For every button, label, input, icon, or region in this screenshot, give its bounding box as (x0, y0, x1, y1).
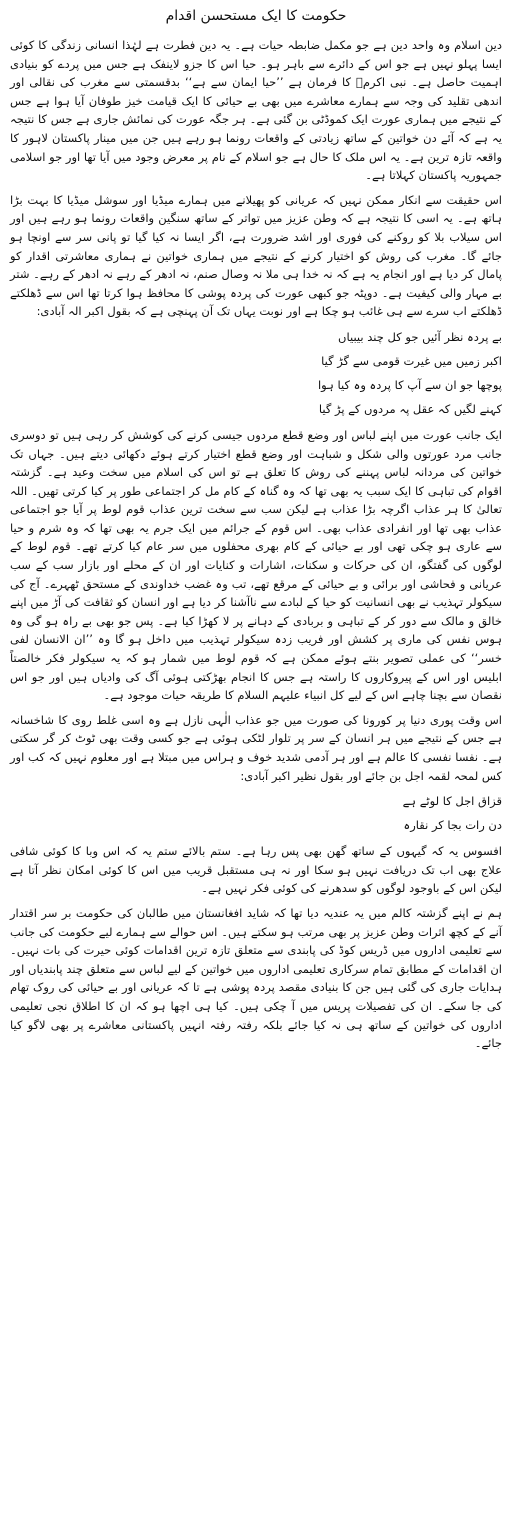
poem-verse-block (10, 791, 502, 836)
article-paragraph: افسوس یہ کہ گیہوں کے ساتھ گھن بھی پس رہا ہے۔ ستم بالائے ستم یہ کہ اس وبا کا کوئی شافی علاج بھی اب تک دریافت نہیں ہو سکا اور نہ ہی مستقبل قریب میں اس کا کوئی امکان نظر آتا ہے لیکن اس کے باوجود لوگوں کو سدھرنے کی کوئی فکر نہیں ہے۔ (10, 844, 502, 896)
article-paragraph: دین اسلام وہ واحد دین ہے جو مکمل ضابطہ حیات ہے۔ یہ دین فطرت ہے لہٰذا انسانی زندگی کا کوئی ایسا پہلو نہیں ہے جو اس کے دائرے سے باہر ہو۔ حیا اس کا جزو لاینفک ہے جس میں پردے کو بنیادی اہمیت حاصل ہے۔ نبی اکرمؐ کا فرمان ہے ’’حیا ایمان سے ہے‘‘ بدقسمتی سے مغرب کی نقالی اور اندھی تقلید کی وجہ سے ہمارے معاشرے میں بھی بے حیائی کا ایک قیامت خیز طوفان آیا ہوا ہے جس کے نتیجے میں ہماری عورت ایک کموڈٹی بن گئی ہے۔ ہر جگہ عورت کی نمائش جاری ہے جس کا نتیجہ یہ ہے کہ آئے دن خواتین کے ساتھ زیادتی کے واقعات رونما ہو رہے ہیں جن میں مینار پاکستان لاہور کا واقعہ تازہ ترین ہے۔ یہ اس ملک کا حال ہے جو اسلام کے نام پر معرض وجود میں آیا تھا اور جو اسلامی جمہوریہ پاکستان کہلاتا ہے۔ (10, 38, 502, 183)
article-paragraph: اس وقت پوری دنیا پر کورونا کی صورت میں جو عذاب الٰہی نازل ہے وہ اسی غلط روی کا شاخسانہ ہے جس کے نتیجے میں ہر انسان کے سر پر تلوار لٹکی ہوئی ہے جو کسی وقت بھی ٹوٹ کر گر سکتی ہے۔ نفسا نفسی کا عالم ہے اور ہر آدمی شدید خوف و ہراس میں مبتلا ہے اور معلوم نہیں کہ کب اور کس لمحہ لقمہ اجل بن جائے اور بقول نظیر اکبر آبادی: (10, 712, 502, 783)
poem-verse-block (10, 327, 502, 420)
poem-line: دن رات بجا کر نقارہ (403, 818, 502, 833)
poem-line: قزاق اجل کا لوٹے ہے (402, 794, 502, 809)
article-paragraph: ہم نے اپنے گزشتہ کالم میں یہ عندیہ دیا تھا کہ شاید افغانستان میں طالبان کی حکومت بر سر اقتدار آنے کے کچھ اثرات وطن عزیز پر بھی مرتب ہو سکتے ہیں۔ اس حوالے سے ہمارے لیے حکومت کی جانب سے تعلیمی اداروں میں ڈریس کوڈ کی پابندی سے متعلق تازہ ترین اقدامات کوئی حیرت کی بات نہیں۔ ان اقدامات کے مطابق تمام سرکاری تعلیمی اداروں میں خواتین کے لیے لباس سے متعلق چند پابندیاں اور ہدایات جاری کی گئی ہیں جن کا بنیادی مقصد پردہ پوشی ہے تا کہ عریانی اور بے حیائی کی روک تھام کی جا سکے۔ ان کی تفصیلات پریس میں آ چکی ہیں۔ کیا ہی اچھا ہو کہ ان کا اطلاق نجی تعلیمی اداروں کی خواتین کے ساتھ ہی نہ کیا جائے بلکہ رفتہ رفتہ انہیں پاکستانی معاشرے پر بھی لاگو کیا جائے۔ (10, 905, 502, 1051)
poem-line: کہنے لگیں کہ عقل پہ مردوں کے پڑ گیا (318, 401, 502, 416)
poem-line: اکبر زمیں میں غیرت قومی سے گڑ گیا (321, 353, 502, 368)
article-paragraph: ایک جانب عورت میں اپنے لباس اور وضع قطع مردوں جیسی کرنے کی کوشش کر رہی ہیں تو دوسری جانب مرد عورتوں والی شکل و شباہت اور وضع قطع اختیار کرتے ہوئے دکھائی دیتے ہیں۔ جہاں تک خواتین کی مردانہ لباس پہننے کی روش کا تعلق ہے تو اس کی اسلام میں سخت وعید ہے۔ گزشتہ اقوام کی تباہی کا ایک سبب یہ بھی تھا کہ وہ گناہ کے کام مل کر اجتماعی طور پر کیا کرتی تھیں۔ اللہ تعالیٰ کا ہر عذاب اگرچہ بڑا عذاب ہے لیکن سب سے سخت ترین عذاب قوم لوط پر آیا جو اجتماعی عذاب بھی تھا اور انفرادی عذاب بھی۔ اس قوم کے جرائم میں ایک جرم یہ بھی تھا کہ وہ شرم و حیا سے عاری ہو چکی تھی اور بے حیائی کے کام بھری محفلوں میں سر عام کیا کرتے تھے۔ قوم لوط کے لوگوں کی گفتگو، ان کی حرکات و سکنات، اشارات و کنایات اور ان کے محلے اور بازار سب کے سب عریانی و فحاشی اور برائی و بے حیائی کے مرقع تھے، تب وہ غضب خداوندی کے مستحق ٹھہرے۔ آج کی سیکولر تہذیب نے بھی انسانیت کو حیا کے لبادے سے ناآشنا کر دیا ہے اور انسان کو ثقافت کی آڑ میں اپنے خالق و مالک سے دور کر کے تباہی و بربادی کے دہانے پر لا کھڑا کیا ہے۔ پس جو بھی بے راہ ہو گی وہ ہوس نفس کی ماری پر کشش اور فریب زدہ سیکولر تہذیب میں داخل ہو گا وہ ’’ان الانسان لفی خسر‘‘ کی عملی تصویر بنتے ہوئے ممکن ہے کہ قوم لوط میں شمار ہو کہ یہ سیکولر فکر خالصتاً ابلیس اور اس کے پیروکاروں کا راستہ ہے جس کا انجام بھڑکتی ہوئی آگ کی وادیاں ہیں اور جو اس نقصان سے بچنا چاہے اس کے لیے کل انبیاء علیہم السلام کا طریقہ حیات موجود ہے۔ (10, 427, 502, 703)
poem-line: بے پردہ نظر آئیں جو کل چند بیبیاں (338, 329, 502, 344)
poem-line: پوچھا جو ان سے آپ کا پردہ وہ کیا ہوا (317, 377, 502, 392)
article-title: حکومت کا ایک مستحسن اقدام (165, 8, 347, 24)
article-paragraph: اس حقیقت سے انکار ممکن نہیں کہ عریانی کو پھیلانے میں ہمارے میڈیا اور سوشل میڈیا کا بہت بڑا ہاتھ ہے۔ یہ اسی کا نتیجہ ہے کہ وطن عزیز میں تواتر کے ساتھ سنگین واقعات رونما ہو رہے ہیں اور اس سیلاب بلا کو روکنے کی فوری اور اشد ضرورت ہے، اگر ایسا نہ کیا گیا تو پانی سر سے اونچا ہو جائے گا۔ مغرب کی روش کو اختیار کرنے کے نتیجے میں ہماری خواتین نے ہماری معاشرتی اقدار کو پامال کر دیا ہے اور انجام یہ ہے کہ نہ خدا ہی ملا نہ وصال صنم، نہ ادھر کے رہے نہ ادھر کے رہے۔ شتر بے مہار والی کیفیت ہے۔ دوپٹہ جو کبھی عورت کی پردہ پوشی کا محافظ ہوا کرتا تھا اس سے ڈھلکتے ڈھلکتے اب سرے سے ہی غائب ہو چکا ہے اور نوبت یہاں تک آن پہنچی ہے کہ بقول اکبر الہ آبادی: (10, 192, 502, 319)
